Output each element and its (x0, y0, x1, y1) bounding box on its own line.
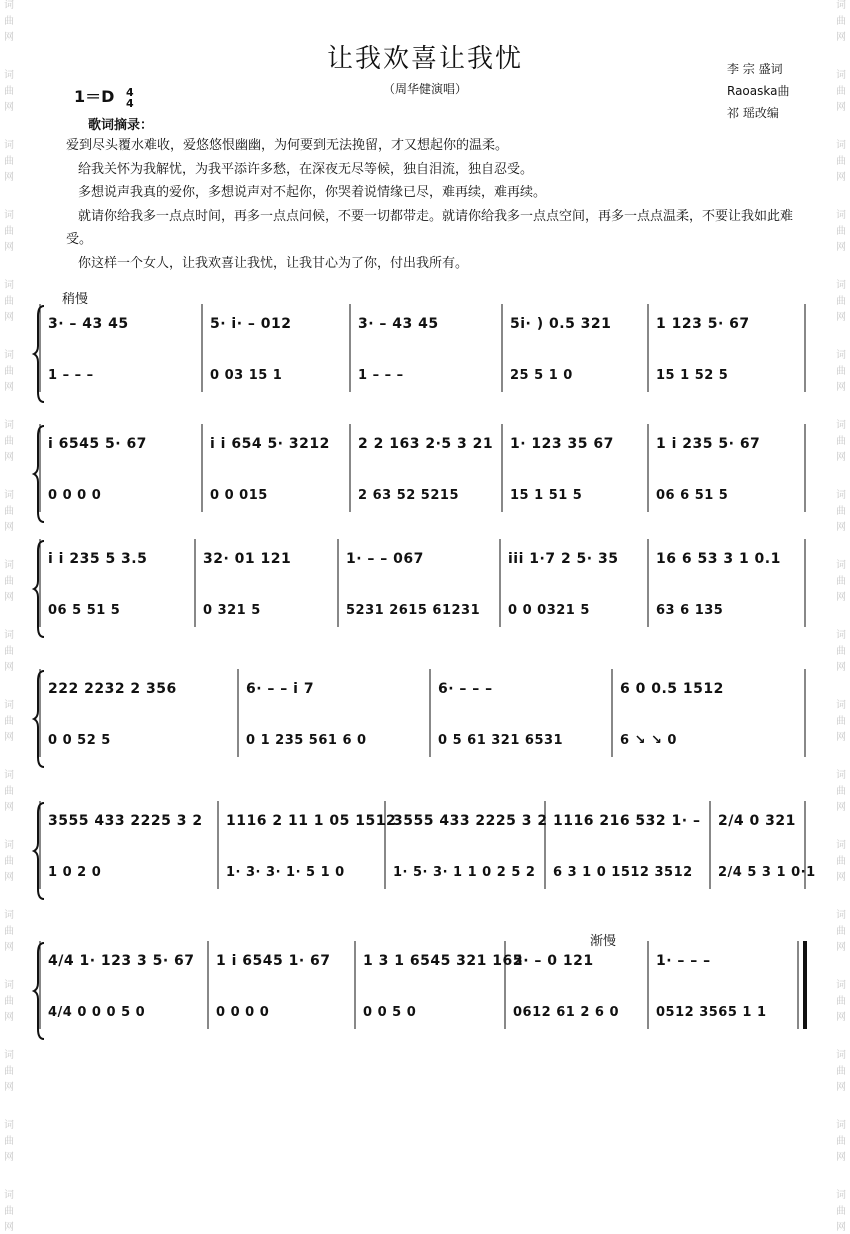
lower-staff-measure: 1· 3· 3· 1· 5 1 0 (226, 865, 345, 880)
upper-staff-measure: 3555 433 2225 3 2 (48, 813, 203, 829)
watermark-char: 词 (4, 1190, 14, 1201)
system-frame (0, 935, 850, 1035)
upper-staff-measure: 1· – – – (656, 953, 711, 969)
upper-staff-measure: i i 654 5· 3212 (210, 436, 330, 452)
lower-staff-measure: 0512 3565 1 1 (656, 1005, 767, 1020)
watermark-char: 词 (4, 980, 14, 991)
lower-staff-measure: 1 – – – (358, 368, 404, 383)
lower-staff-measure: 0 0 0321 5 (508, 603, 590, 618)
watermark-char: 词 (836, 560, 846, 571)
system-brace (34, 426, 44, 522)
lyrics-label: 歌词摘录： (88, 118, 154, 133)
watermark-char: 词 (4, 70, 14, 81)
watermark-char: 曲 (836, 226, 846, 237)
watermark-char: 词 (4, 560, 14, 571)
watermark-char: 曲 (836, 16, 846, 27)
watermark-char: 网 (4, 172, 14, 183)
lower-staff-measure: 15 1 52 5 (656, 368, 729, 383)
watermark-char: 词 (836, 490, 846, 501)
score-system (0, 795, 850, 895)
lower-staff-measure: 6 3 1 0 1512 3512 (553, 865, 693, 880)
watermark-char: 网 (4, 32, 14, 43)
upper-staff-measure: 1116 2 11 1 05 1512 (226, 813, 397, 829)
watermark-char: 曲 (4, 1066, 14, 1077)
watermark-char: 网 (836, 592, 846, 603)
upper-staff-measure: 5i· ) 0.5 321 (510, 316, 612, 332)
lyrics-line: 爱到尽头覆水难收，爱悠悠恨幽幽，为何要到无法挽留，才又想起你的温柔。 (66, 138, 509, 153)
score-system (0, 418, 850, 518)
lower-staff-measure: 0612 61 2 6 0 (513, 1005, 620, 1020)
watermark-char: 曲 (836, 576, 846, 587)
lower-staff-measure: 06 5 51 5 (48, 603, 121, 618)
watermark-char: 曲 (4, 646, 14, 657)
watermark-char: 词 (4, 770, 14, 781)
watermark-char: 曲 (836, 506, 846, 517)
upper-staff-measure: 3· – 43 45 (48, 316, 129, 332)
watermark-char: 词 (4, 700, 14, 711)
watermark-char: 网 (4, 102, 14, 113)
watermark-char: 网 (4, 592, 14, 603)
system-frame (0, 533, 850, 633)
upper-staff-measure: 1 3 1 6545 321 165 (363, 953, 524, 969)
upper-staff-measure: 1 i 6545 1· 67 (216, 953, 331, 969)
watermark-char: 网 (4, 1082, 14, 1093)
lower-staff-measure: 0 5 61 321 6531 (438, 733, 564, 748)
watermark-char: 网 (4, 1152, 14, 1163)
watermark-char: 词 (836, 700, 846, 711)
watermark-char: 曲 (4, 996, 14, 1007)
lower-staff-measure: 06 6 51 5 (656, 488, 729, 503)
watermark-char: 网 (836, 522, 846, 533)
watermark-char: 曲 (836, 1066, 846, 1077)
watermark-char: 词 (836, 0, 846, 11)
lower-staff-measure: 1· 5· 3· 1 1 0 2 5 2 (393, 865, 536, 880)
upper-staff-measure: iii 1·7 2 5· 35 (508, 551, 619, 567)
watermark-char: 词 (836, 280, 846, 291)
watermark-char: 网 (4, 802, 14, 813)
watermark-char: 网 (836, 242, 846, 253)
watermark-char: 词 (836, 420, 846, 431)
tempo-mark-end: 渐慢 (590, 934, 617, 949)
watermark-char: 词 (836, 840, 846, 851)
watermark-char: 曲 (4, 1206, 14, 1217)
upper-staff-measure: 222 2232 2 356 (48, 681, 177, 697)
upper-staff-measure: i 6545 5· 67 (48, 436, 147, 452)
upper-staff-measure: 1 i 235 5· 67 (656, 436, 761, 452)
watermark-char: 曲 (836, 926, 846, 937)
upper-staff-measure: 5· i· – 012 (210, 316, 292, 332)
lower-staff-measure: 2/4 5 3 1 0·1 (718, 865, 816, 880)
watermark-char: 网 (836, 1012, 846, 1023)
lower-staff-measure: 1 0 2 0 (48, 865, 102, 880)
watermark-char: 词 (4, 280, 14, 291)
watermark-char: 词 (4, 630, 14, 641)
watermark-char: 词 (4, 350, 14, 361)
system-frame (0, 663, 850, 763)
lower-staff-measure: 0 0 0 0 (48, 488, 102, 503)
lower-staff-measure: 1 – – – (48, 368, 94, 383)
watermark-char: 词 (836, 70, 846, 81)
upper-staff-measure: 3· – 43 45 (358, 316, 439, 332)
watermark-char: 曲 (836, 856, 846, 867)
watermark-char: 词 (4, 910, 14, 921)
lower-staff-measure: 2 63 52 5215 (358, 488, 459, 503)
watermark-char: 曲 (4, 156, 14, 167)
watermark-char: 网 (836, 1152, 846, 1163)
watermark-char: 网 (836, 452, 846, 463)
watermark-char: 网 (836, 732, 846, 743)
score-system (0, 935, 850, 1035)
upper-staff-measure: 2/4 0 321 (718, 813, 796, 829)
watermark-char: 词 (4, 0, 14, 11)
watermark-char: 曲 (836, 366, 846, 377)
watermark-char: 曲 (836, 436, 846, 447)
lower-staff-measure: 0 03 15 1 (210, 368, 283, 383)
upper-staff-measure: i i 235 5 3.5 (48, 551, 148, 567)
watermark-char: 网 (836, 662, 846, 673)
key-signature (74, 84, 134, 109)
lower-staff-measure: 0 0 5 0 (363, 1005, 417, 1020)
watermark-char: 网 (4, 1222, 14, 1233)
upper-staff-measure: 1· – – 067 (346, 551, 424, 567)
upper-staff-measure: 6· – – i 7 (246, 681, 315, 697)
watermark-char: 词 (836, 1050, 846, 1061)
system-frame (0, 418, 850, 518)
watermark-char: 词 (836, 140, 846, 151)
upper-staff-measure: 6· – – – (438, 681, 493, 697)
system-brace (34, 943, 44, 1039)
upper-staff-measure: 2 2 163 2·5 3 21 (358, 436, 494, 452)
watermark-char: 词 (4, 840, 14, 851)
watermark-char: 网 (4, 1012, 14, 1023)
lower-staff-measure: 5231 2615 61231 (346, 603, 481, 618)
lower-staff-measure: 25 5 1 0 (510, 368, 573, 383)
watermark-char: 曲 (836, 646, 846, 657)
lower-staff-measure: 0 1 235 561 6 0 (246, 733, 367, 748)
lower-staff-measure: 0 0 015 (210, 488, 268, 503)
watermark-char: 曲 (4, 786, 14, 797)
song-subtitle: （周华健演唱） (382, 82, 467, 96)
watermark-char: 网 (836, 1222, 846, 1233)
time-signature-numerator: 4 (126, 85, 134, 99)
watermark-char: 词 (836, 210, 846, 221)
score-system (0, 298, 850, 398)
watermark-char: 网 (836, 1082, 846, 1093)
upper-staff-measure: 6 0 0.5 1512 (620, 681, 724, 697)
watermark-char: 网 (836, 382, 846, 393)
watermark-char: 曲 (4, 366, 14, 377)
system-brace (34, 306, 44, 402)
watermark-char: 词 (4, 490, 14, 501)
watermark-char: 词 (4, 1050, 14, 1061)
watermark-char: 曲 (4, 506, 14, 517)
time-signature-denominator: 4 (126, 96, 134, 110)
system-brace (34, 803, 44, 899)
lower-staff-measure: 0 0 0 0 (216, 1005, 270, 1020)
upper-staff-measure: 1 123 5· 67 (656, 316, 750, 332)
watermark-char: 词 (836, 770, 846, 781)
watermark-char: 网 (836, 172, 846, 183)
lower-staff-measure: 15 1 51 5 (510, 488, 583, 503)
watermark-char: 曲 (4, 926, 14, 937)
score-system (0, 533, 850, 633)
system-frame (0, 795, 850, 895)
watermark-char: 曲 (4, 86, 14, 97)
lower-staff-measure: 0 0 52 5 (48, 733, 111, 748)
watermark-char: 网 (836, 32, 846, 43)
watermark-char: 词 (836, 1190, 846, 1201)
watermark-char: 曲 (4, 716, 14, 727)
arranger-credit: 祁 瑶改编 (727, 106, 779, 120)
lyrics-line: 多想说声我真的爱你，多想说声对不起你，你哭着说情缘已尽，难再续，难再续。 (78, 185, 547, 200)
watermark-char: 词 (836, 980, 846, 991)
system-brace (34, 541, 44, 637)
lower-staff-measure: 6 ↘ ↘ 0 (620, 733, 677, 748)
watermark-char: 曲 (4, 226, 14, 237)
watermark-char: 曲 (836, 86, 846, 97)
lower-staff-measure: 4/4 0 0 0 5 0 (48, 1005, 146, 1020)
watermark-char: 网 (836, 802, 846, 813)
watermark-char: 曲 (836, 786, 846, 797)
watermark-char: 曲 (4, 576, 14, 587)
watermark-char: 词 (4, 210, 14, 221)
lower-staff-measure: 63 6 135 (656, 603, 724, 618)
lyrics-line: 给我关怀为我解忧，为我平添许多愁，在深夜无尽等候，独自泪流，独自忍受。 (78, 161, 534, 177)
watermark-char: 词 (836, 630, 846, 641)
watermark-char: 词 (836, 1120, 846, 1131)
watermark-char: 曲 (4, 436, 14, 447)
watermark-char: 曲 (836, 156, 846, 167)
score-system (0, 663, 850, 763)
watermark-char: 曲 (836, 996, 846, 1007)
lower-staff-measure: 0 321 5 (203, 603, 261, 618)
composer-credit: Raoaska曲 (727, 84, 790, 98)
upper-staff-measure: 3555 433 2225 3 2 (393, 813, 548, 829)
watermark-char: 网 (4, 662, 14, 673)
lyrics-line: 你这样一个女人，让我欢喜让我忧，让我甘心为了你，付出我所有。 (78, 255, 469, 271)
credits (727, 58, 789, 124)
watermark-char: 网 (836, 102, 846, 113)
watermark-char: 网 (4, 382, 14, 393)
upper-staff-measure: 2· – 0 121 (513, 953, 594, 969)
watermark-char: 网 (4, 452, 14, 463)
watermark-char: 曲 (4, 296, 14, 307)
watermark-char: 词 (4, 1120, 14, 1131)
tempo-mark-start: 稍慢 (62, 292, 89, 307)
lyrics-line: 就请你给我多一点点时间，再多一点点问候，不要一切都带走。就请你给我多一点点空间，再多一点点温柔，不要让我如此难受。 (66, 208, 794, 247)
lyricist-credit: 李 宗 盛词 (727, 62, 783, 76)
watermark-char: 曲 (4, 856, 14, 867)
watermark-char: 网 (836, 872, 846, 883)
song-title: 让我欢喜让我忧 (326, 44, 523, 74)
watermark-char: 网 (4, 732, 14, 743)
watermark-char: 网 (4, 942, 14, 953)
watermark-char: 曲 (4, 1136, 14, 1147)
watermark-char: 词 (4, 140, 14, 151)
watermark-char: 曲 (836, 296, 846, 307)
upper-staff-measure: 4/4 1· 123 3 5· 67 (48, 953, 195, 969)
upper-staff-measure: 32· 01 121 (203, 551, 292, 567)
watermark-char: 词 (836, 910, 846, 921)
watermark-char: 词 (4, 420, 14, 431)
watermark-char: 网 (836, 942, 846, 953)
watermark-char: 网 (836, 312, 846, 323)
watermark-char: 曲 (4, 16, 14, 27)
watermark-char: 曲 (836, 1136, 846, 1147)
upper-staff-measure: 1116 216 532 1· – (553, 813, 701, 829)
lyrics-excerpt (66, 134, 806, 275)
system-brace (34, 671, 44, 767)
watermark-char: 词 (836, 350, 846, 361)
watermark-char: 曲 (836, 716, 846, 727)
upper-staff-measure: 1· 123 35 67 (510, 436, 614, 452)
watermark-char: 曲 (836, 1206, 846, 1217)
watermark-char: 网 (4, 242, 14, 253)
key-label: 1＝D (74, 87, 115, 106)
system-frame (0, 298, 850, 398)
watermark-char: 网 (4, 872, 14, 883)
watermark-char: 网 (4, 522, 14, 533)
upper-staff-measure: 16 6 53 3 1 0.1 (656, 551, 781, 567)
watermark-char: 网 (4, 312, 14, 323)
